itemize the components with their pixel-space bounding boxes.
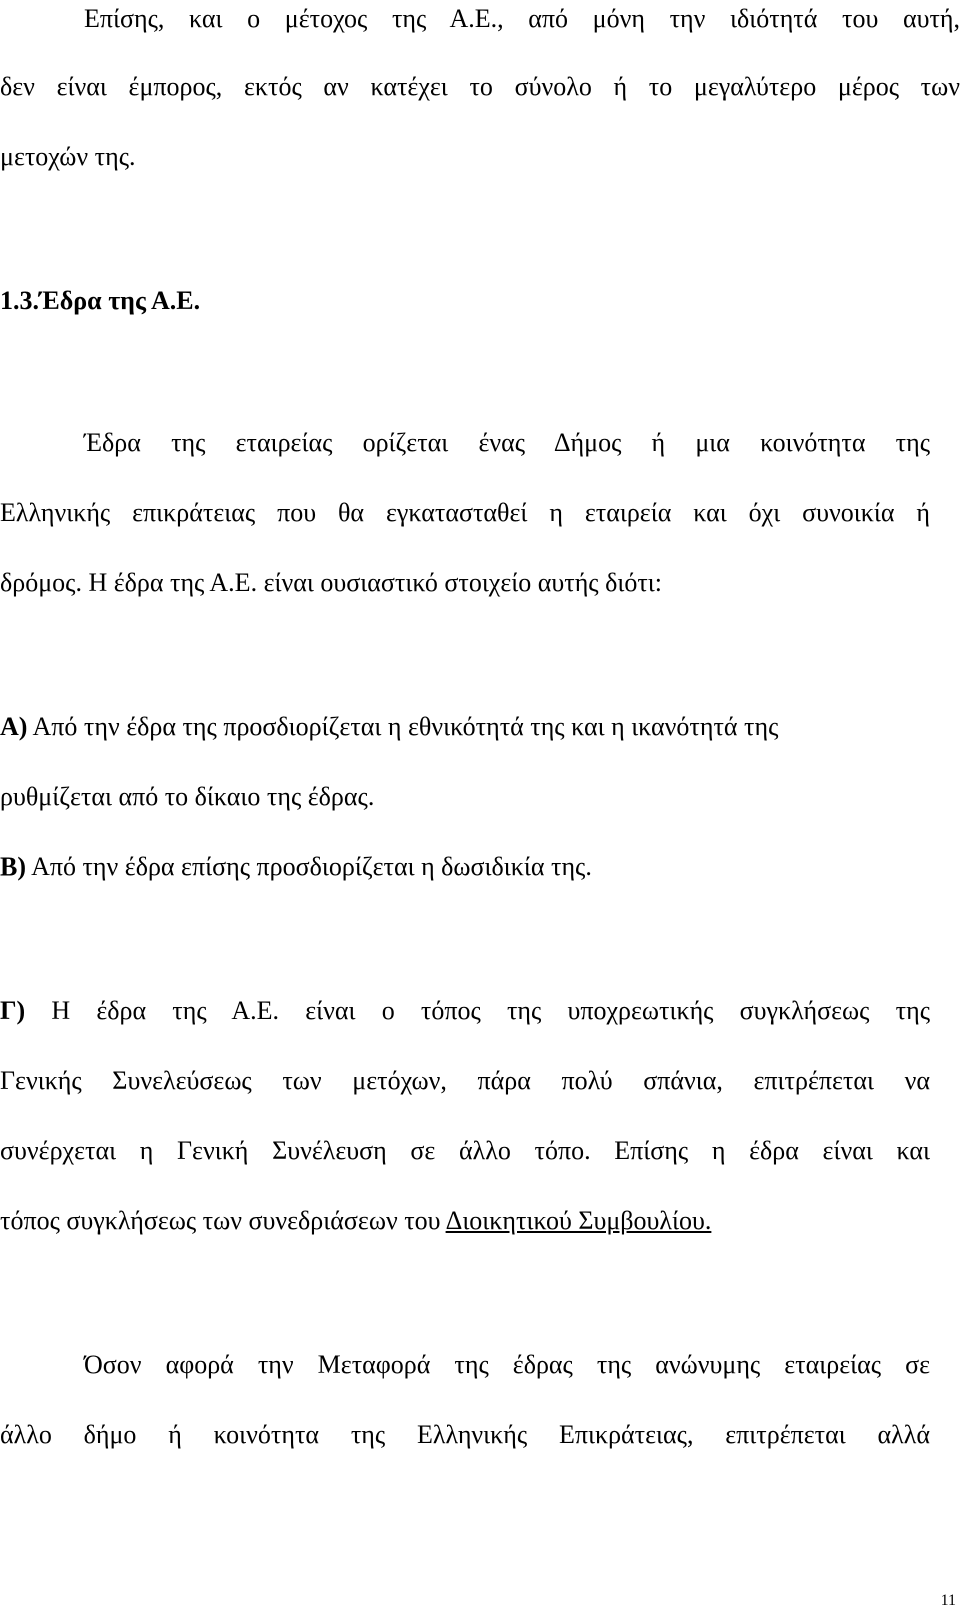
- seat-line-3: δρόμος. Η έδρα της Α.Ε. είναι ουσιαστικό στοιχείο αυτής διότι:: [0, 568, 663, 597]
- item-a-line-1: [0, 712, 778, 742]
- item-c-line-1: [0, 996, 930, 1026]
- item-c-line-4-underlined: Διοικητικού Συμβουλίου.: [445, 1206, 712, 1235]
- item-c-line-3: συνέρχεται η Γενική Συνέλευση σε άλλο τόπο. Επίσης η έδρα είναι και: [0, 1136, 930, 1165]
- item-c-line-2: Γενικής Συνελεύσεως των μετόχων, πάρα πολύ σπάνια, επιτρέπεται να: [0, 1066, 930, 1095]
- seat-line-1: Έδρα της εταιρείας ορίζεται ένας Δήμος ή μια κοινότητα της: [84, 428, 930, 457]
- transfer-line-2: άλλο δήμο ή κοινότητα της Ελληνικής Επικράτειας, επιτρέπεται αλλά: [0, 1420, 930, 1449]
- transfer-line-1: Όσον αφορά την Μεταφορά της έδρας της ανώνυμης εταιρείας σε: [84, 1350, 930, 1379]
- item-b-label: Β): [0, 852, 26, 881]
- intro-line-1: Επίσης, και ο μέτοχος της Α.Ε., από μόνη την ιδιότητά του αυτή,: [84, 4, 960, 33]
- item-c-line-4-prefix: τόπος συγκλήσεως των συνεδριάσεων του: [0, 1206, 446, 1235]
- item-c-label: Γ): [0, 996, 26, 1025]
- item-b-text: Από την έδρα επίσης προσδιορίζεται η δωσιδικία της.: [26, 852, 592, 881]
- item-c-text: Η έδρα της Α.Ε. είναι ο τόπος της υποχρεωτικής συγκλήσεως της: [25, 996, 930, 1025]
- page-number: 11: [940, 1592, 956, 1609]
- item-a-line-2: ρυθμίζεται από το δίκαιο της έδρας.: [0, 782, 375, 811]
- item-b-line-1: [0, 852, 592, 882]
- seat-line-2: Ελληνικής επικράτειας που θα εγκατασταθεί η εταιρεία και όχι συνοικία ή: [0, 498, 930, 527]
- intro-line-3: μετοχών της.: [0, 142, 136, 171]
- item-a-label: Α): [0, 712, 28, 741]
- item-c-line-4: [0, 1206, 711, 1236]
- section-heading: 1.3.Έδρα της Α.Ε.: [0, 286, 201, 315]
- intro-line-2: δεν είναι έμπορος, εκτός αν κατέχει το σύνολο ή το μεγαλύτερο μέρος των: [0, 72, 960, 101]
- item-a-text: Από την έδρα της προσδιορίζεται η εθνικότητά της και η ικανότητά της: [27, 712, 779, 741]
